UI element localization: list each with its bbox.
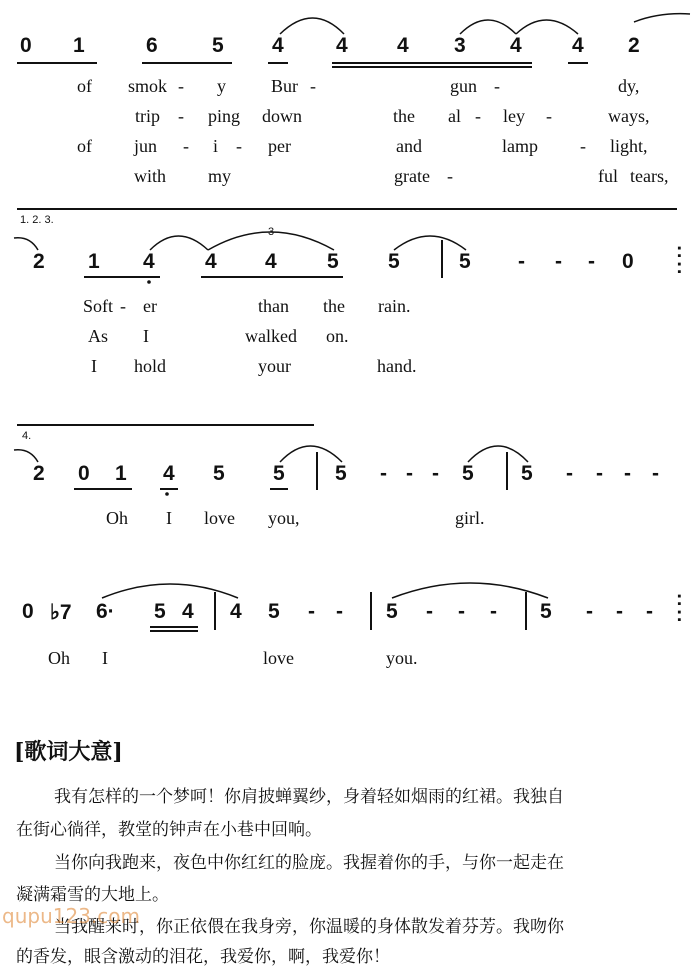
lyric-word: your bbox=[258, 356, 291, 376]
slur bbox=[280, 446, 342, 462]
lyric-word: of bbox=[77, 136, 92, 156]
lyric-word: jun bbox=[134, 136, 158, 156]
note: 4 bbox=[572, 34, 584, 57]
lyric-word: Bur bbox=[271, 76, 298, 96]
lyric-word: i bbox=[213, 136, 219, 156]
lyric-word: gun bbox=[450, 76, 477, 96]
watermark: qupu123.com bbox=[2, 904, 140, 928]
lyric-word: grate bbox=[394, 166, 430, 186]
lyric-word: than bbox=[258, 296, 289, 316]
slur bbox=[208, 232, 334, 250]
lyric-word: I bbox=[166, 508, 172, 528]
lyric-word: - bbox=[178, 76, 184, 96]
lyric-word: y bbox=[217, 76, 226, 96]
lyric-word: of bbox=[77, 76, 92, 96]
paragraph-line: 当你向我跑来，夜色中你红红的脸庞。我握着你的手，与你一起走在 bbox=[54, 853, 564, 873]
note: 4 bbox=[205, 250, 217, 273]
lyric-word: Oh bbox=[106, 508, 128, 528]
lyric-word: - bbox=[494, 76, 500, 96]
dash: - bbox=[426, 600, 433, 623]
lyric-word: - bbox=[178, 106, 184, 126]
dash: - bbox=[616, 600, 623, 623]
lyric-word: ley bbox=[503, 106, 525, 126]
dash: - bbox=[555, 250, 562, 273]
paragraph-line: 在街心徜徉，教堂的钟声在小巷中回响。 bbox=[16, 820, 322, 840]
lyric-word: love bbox=[204, 508, 235, 528]
note: 4 bbox=[230, 600, 242, 623]
lyric-word: - bbox=[447, 166, 453, 186]
paragraph-line: 凝满霜雪的大地上。 bbox=[16, 885, 169, 905]
dash: - bbox=[432, 462, 439, 485]
note: 5 bbox=[388, 250, 400, 273]
note: 5 bbox=[459, 250, 471, 273]
dash: - bbox=[490, 600, 497, 623]
dash: - bbox=[458, 600, 465, 623]
dash: - bbox=[586, 600, 593, 623]
note: 4 bbox=[272, 34, 284, 57]
note: 1 bbox=[115, 462, 127, 485]
lyric-word: I bbox=[102, 648, 108, 668]
note: 5 bbox=[521, 462, 533, 485]
lyric-word: - bbox=[546, 106, 552, 126]
note: 0 bbox=[78, 462, 90, 485]
note: 2 bbox=[628, 34, 640, 57]
lyric-word: love bbox=[263, 648, 294, 668]
note: 5 bbox=[268, 600, 280, 623]
lyric-word: and bbox=[396, 136, 422, 156]
paragraph-line: 的香发，眼含激动的泪花，我爱你，啊，我爱你！ bbox=[16, 947, 390, 967]
note: 0 bbox=[20, 34, 32, 57]
lyric-word: hold bbox=[134, 356, 167, 376]
lyric-word: the bbox=[323, 296, 345, 316]
lyric-word: lamp bbox=[502, 136, 538, 156]
dash: - bbox=[518, 250, 525, 273]
dash: - bbox=[308, 600, 315, 623]
paragraph-line: 当我醒来时，你正依偎在我身旁，你温暖的身体散发着芬芳。我吻你 bbox=[54, 917, 564, 937]
lyric-word: - bbox=[236, 136, 242, 156]
note: 5 bbox=[273, 462, 285, 485]
note: 4 bbox=[336, 34, 348, 57]
slur bbox=[280, 18, 344, 34]
lyric-word: I bbox=[91, 356, 97, 376]
slur bbox=[394, 236, 466, 250]
lyric-word: hand. bbox=[377, 356, 417, 376]
note: 6· bbox=[96, 600, 115, 623]
repeat-sign: : bbox=[676, 256, 683, 278]
note: 1 bbox=[88, 250, 100, 273]
lyric-word: ways, bbox=[608, 106, 650, 126]
repeat-sign: : bbox=[676, 240, 683, 262]
note: 5 bbox=[335, 462, 347, 485]
note: 1 bbox=[73, 34, 85, 57]
slur bbox=[634, 14, 690, 22]
lyric-word: - bbox=[120, 296, 126, 316]
lyric-word: - bbox=[183, 136, 189, 156]
note: 5 bbox=[462, 462, 474, 485]
slur bbox=[460, 20, 516, 34]
note: 5 bbox=[213, 462, 225, 485]
note: 2 bbox=[33, 250, 45, 273]
lyric-word: my bbox=[208, 166, 232, 186]
dash: - bbox=[380, 462, 387, 485]
note: 5 bbox=[386, 600, 398, 623]
lyric-word: down bbox=[262, 106, 302, 126]
lyric-word: al bbox=[448, 106, 461, 126]
dash: - bbox=[588, 250, 595, 273]
lyric-word: smok bbox=[128, 76, 168, 96]
volta-label: 4. bbox=[22, 430, 32, 442]
note: 0 bbox=[22, 600, 34, 623]
dash: - bbox=[624, 462, 631, 485]
lyric-word: er bbox=[143, 296, 157, 316]
slur bbox=[392, 583, 548, 598]
lyric-word: girl. bbox=[455, 508, 485, 528]
paragraph-line: 我有怎样的一个梦呵！你肩披蝉翼纱，身着轻如烟雨的红裙。我独自 bbox=[54, 787, 564, 807]
octave-dot bbox=[165, 492, 169, 496]
note: 5 bbox=[327, 250, 339, 273]
dash: - bbox=[566, 462, 573, 485]
note: ♭7 bbox=[50, 601, 72, 624]
slur bbox=[516, 20, 578, 34]
dash: - bbox=[596, 462, 603, 485]
lyric-word: Soft bbox=[83, 296, 114, 316]
volta-label: 1. 2. 3. bbox=[20, 214, 54, 226]
slur bbox=[14, 238, 38, 250]
octave-dot bbox=[147, 280, 151, 284]
note: 3 bbox=[454, 34, 466, 57]
lyric-word: light, bbox=[610, 136, 648, 156]
slur bbox=[150, 236, 208, 250]
dash: - bbox=[646, 600, 653, 623]
lyric-word: - bbox=[475, 106, 481, 126]
lyric-word: you, bbox=[268, 508, 300, 528]
lyric-word: - bbox=[310, 76, 316, 96]
note: 5 bbox=[212, 34, 224, 57]
repeat-sign: : bbox=[676, 604, 683, 626]
lyric-word: walked bbox=[245, 326, 297, 346]
note: 5 bbox=[540, 600, 552, 623]
slur bbox=[102, 584, 238, 598]
note: 5 bbox=[154, 600, 166, 623]
lyric-word: Oh bbox=[48, 648, 70, 668]
dash: - bbox=[336, 600, 343, 623]
lyric-word: ful bbox=[598, 166, 618, 186]
dash: - bbox=[652, 462, 659, 485]
lyric-word: per bbox=[268, 136, 291, 156]
lyric-word: on. bbox=[326, 326, 349, 346]
lyric-word: tears, bbox=[630, 166, 669, 186]
note: 2 bbox=[33, 462, 45, 485]
dash: - bbox=[406, 462, 413, 485]
note: 4 bbox=[182, 600, 194, 623]
lyric-word: the bbox=[393, 106, 415, 126]
slur bbox=[14, 450, 38, 462]
lyric-word: As bbox=[88, 326, 109, 346]
lyric-word: rain. bbox=[378, 296, 411, 316]
section-heading: [歌词大意] bbox=[14, 739, 123, 765]
lyric-word: trip bbox=[135, 106, 160, 126]
note: 4 bbox=[397, 34, 409, 57]
note: 4 bbox=[163, 462, 175, 485]
note: 6 bbox=[146, 34, 158, 57]
lyric-word: - bbox=[580, 136, 586, 156]
lyric-word: with bbox=[134, 166, 167, 186]
lyric-word: dy, bbox=[618, 76, 640, 96]
lyric-word: I bbox=[143, 326, 149, 346]
lyric-word: you. bbox=[386, 648, 418, 668]
repeat-sign: : bbox=[676, 588, 683, 610]
slur bbox=[468, 446, 528, 462]
triplet-mark: 3 bbox=[268, 226, 275, 238]
note: 4 bbox=[143, 250, 155, 273]
lyric-word: ping bbox=[208, 106, 241, 126]
note: 4 bbox=[265, 250, 277, 273]
note: 0 bbox=[622, 250, 634, 273]
note: 4 bbox=[510, 34, 522, 57]
